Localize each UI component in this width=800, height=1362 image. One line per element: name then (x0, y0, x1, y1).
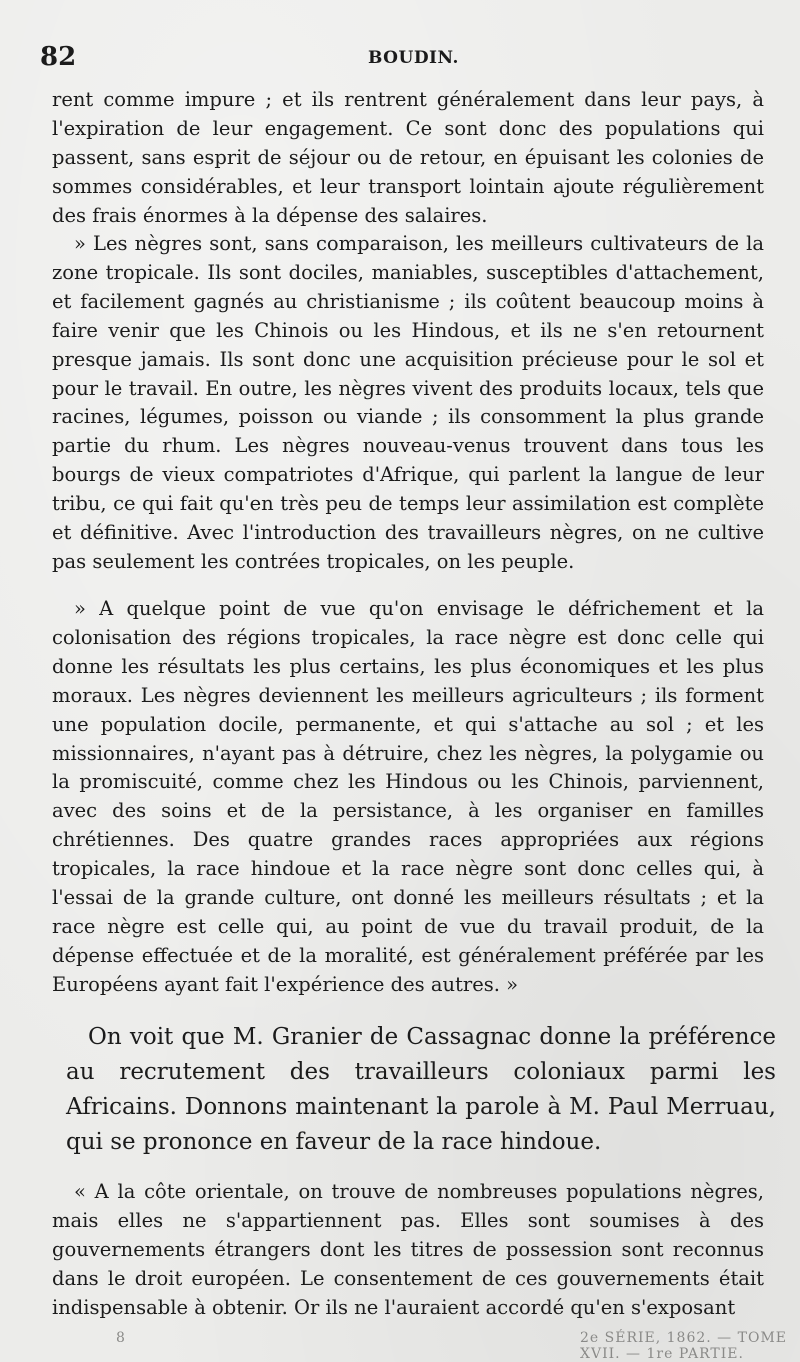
paragraph-quote-negres: » Les nègres sont, sans comparaison, les meilleurs cultivateurs de la zone tropicale. Ils sont dociles, maniables, susceptibles d'attachement, et facilement gagnés au christianisme ; ils coûtent beaucoup moins à faire venir que les Chinois ou les Hindous, et ils ne s'en retournent presque jamais. Ils sont donc une acquisition précieuse pour le sol et pour le travail. En outre, les nègres vivent des produits locaux, tels que racines, légumes, poisson ou viande ; ils consomment la plus grande partie du rhum. Les nègres nouveau-venus trouvent dans tous les bourgs de vieux compatriotes d'Afrique, qui parlent la langue de leur tribu, ce qui fait qu'en très peu de temps leur assimilation est complète et définitive. Avec l'introduction des travailleurs nègres, on ne cultive pas seulement les contrées tropicales, on les peuple. (52, 232, 764, 573)
signature-mark: 8 (116, 1330, 125, 1346)
paragraph-continuation: rent comme impure ; et ils rentrent généralement dans leur pays, à l'expiration de leur engagement. Ce sont donc des populations qui passent, sans esprit de séjour ou de retour, en épuisant les colonies de sommes considérables, et leur transport lointain ajoute régulièrement des frais énormes à la dépense des salaires. (52, 88, 764, 227)
paragraph-quote-merruau: « A la côte orientale, on trouve de nombreuses populations nègres, mais elles ne s'appartiennent pas. Elles sont soumises à des gouvernements étrangers dont les titres de possession sont reconnus dans le droit européen. Le consentement de ces gouvernements était indispensable à obtenir. Or ils ne l'auraient accordé qu'en s'exposant (52, 1180, 764, 1319)
paragraph-author-commentary: On voit que M. Granier de Cassagnac donne la préférence au recrutement des travailleurs coloniaux parmi les Africains. Donnons maintenant la parole à M. Paul Merruau, qui se prononce en faveur de la race hindoue. (66, 1024, 776, 1155)
page-number: 82 (40, 42, 77, 72)
paragraph-quote-colonisation: » A quelque point de vue qu'on envisage le défrichement et la colonisation des régions tropicales, la race nègre est donc celle qui donne les résultats les plus certains, les plus économiques et les plus moraux. Les nègres deviennent les meilleurs agriculteurs ; ils forment une population docile, permanente, et qui s'attache au sol ; et les missionnaires, n'ayant pas à détruire, chez les nègres, la polygamie ou la promiscuité, comme chez les Hindous ou les Chinois, parviennent, avec des soins et de la persistance, à les organiser en familles chrétiennes. Des quatre grandes races appropriées aux régions tropicales, la race hindoue et la race nègre sont donc celles qui, à l'essai de la grande culture, ont donné les meilleurs résultats ; et la race nègre est celle qui, au point de vue du travail produit, de la dépense effectuée et de la moralité, est généralement préférée par les Européens ayant fait l'expérience des autres. » (52, 597, 764, 996)
running-title: BOUDIN. (368, 48, 459, 68)
running-head (40, 42, 760, 76)
signature-line: 2e SÉRIE, 1862. — TOME XVII. — 1re PARTIE. (580, 1330, 787, 1362)
